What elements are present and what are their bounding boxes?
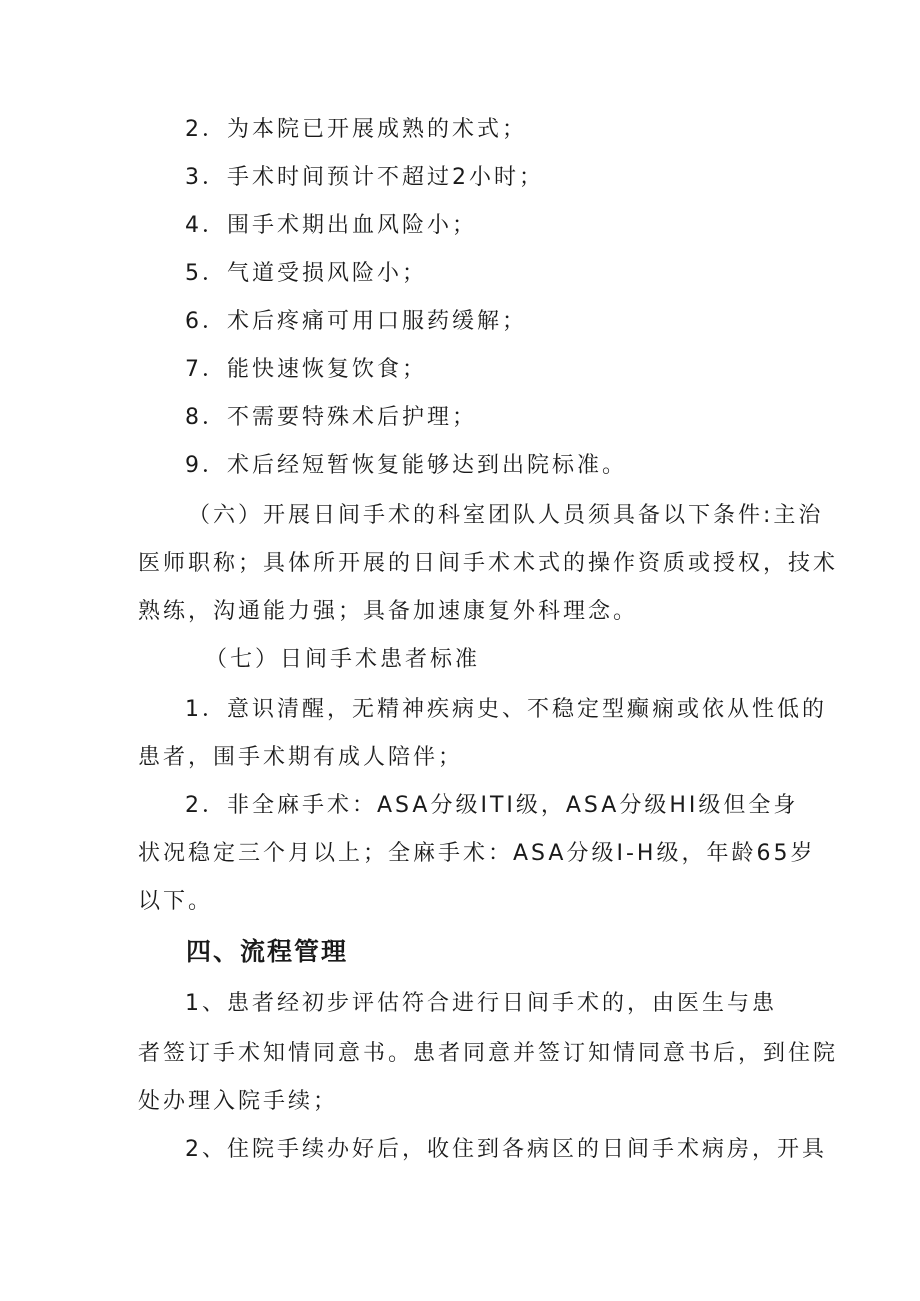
criteria-item-3: 3．手术时间预计不超过2小时； [185,165,544,190]
criteria-item-7: 7．能快速恢复饮食； [185,357,427,382]
criteria-item-2: 2．为本院已开展成熟的术式； [185,117,527,142]
criteria-item-9: 9．术后经短暂恢复能够达到出院标准。 [185,453,627,478]
criteria-item-5: 5．气道受损风险小； [185,261,427,286]
patient-criteria-1-line-2: 患者，围手术期有成人陪伴； [138,745,464,770]
section-six-paragraph-line-3: 熟练，沟通能力强；具备加速康复外科理念。 [138,599,639,624]
process-step-1-line-3: 处办理入院手续； [138,1089,339,1114]
criteria-item-6: 6．术后疼痛可用口服药缓解； [185,309,527,334]
process-step-1-line-1: 1、患者经初步评估符合进行日间手术的，由医生与患 [185,991,777,1016]
process-step-2-line-1: 2、住院手续办好后，收住到各病区的日间手术病房，开具 [185,1137,827,1162]
patient-criteria-2-line-3: 以下。 [138,889,214,914]
section-four-heading: 四、流程管理 [186,937,349,966]
patient-criteria-2-line-1: 2．非全麻手术：ASA分级ITI级，ASA分级HI级但全身 [185,793,799,818]
patient-criteria-2-line-2: 状况稳定三个月以上；全麻手术：ASA分级I-H级，年龄65岁 [138,841,816,866]
process-step-1-line-2: 者签订手术知情同意书。患者同意并签订知情同意书后，到住院 [138,1041,839,1066]
section-six-paragraph-line-2: 医师职称；具体所开展的日间手术术式的操作资质或授权，技术 [138,551,839,576]
criteria-item-4: 4．围手术期出血风险小； [185,213,477,238]
section-seven-heading: （七）日间手术患者标准 [205,647,481,672]
section-six-paragraph-line-1: （六）开展日间手术的科室团队人员须具备以下条件:主治 [188,503,824,528]
patient-criteria-1-line-1: 1．意识清醒，无精神疾病史、不稳定型癫痫或依从性低的 [185,697,827,722]
criteria-item-8: 8．不需要特殊术后护理； [185,405,477,430]
